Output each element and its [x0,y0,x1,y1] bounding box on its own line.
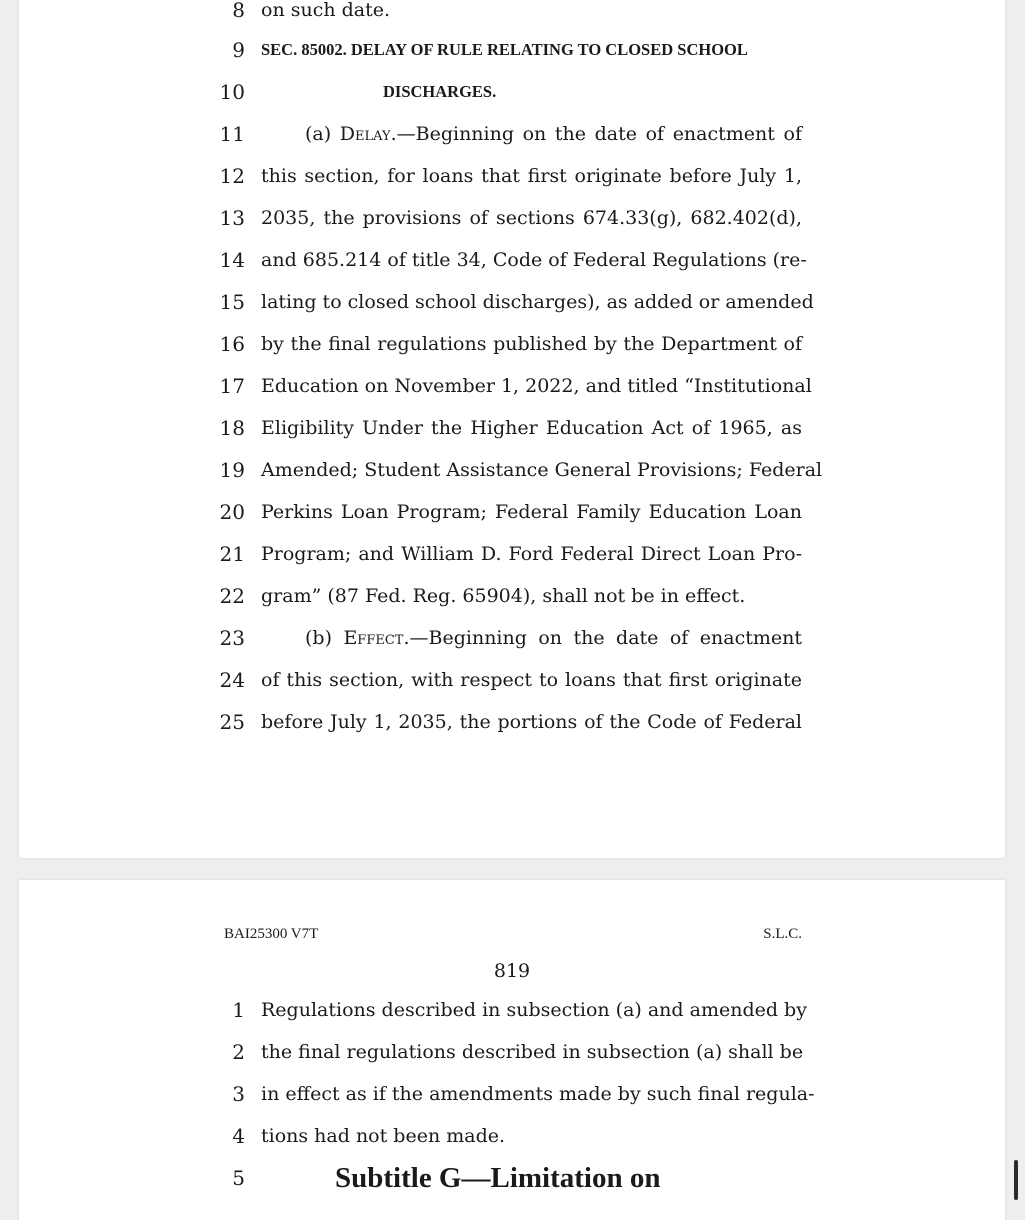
line-number: 24 [219,668,245,692]
line-number: 22 [219,584,245,608]
document-code: S.L.C. [763,926,802,942]
line-text: 2035, the provisions of sections 674.33(g), 682.402(d), [261,207,802,229]
subsection-heading: Delay [339,123,391,145]
line-number: 2 [232,1040,245,1064]
line-text: Amended; Student Assistance General Provisions; Federal [261,459,823,481]
line-text: Perkins Loan Program; Federal Family Education Loan [261,501,802,523]
text-line [19,240,1005,280]
line-number: 11 [219,122,245,146]
text-line [19,156,1005,196]
line-text: tions had not been made. [261,1125,506,1147]
subsection-label: (b) [305,627,344,649]
text-line [19,408,1005,448]
line-number: 4 [232,1124,245,1148]
text-line [19,702,1005,742]
text-line [19,1032,1005,1072]
text-line [19,660,1005,700]
line-number: 9 [232,38,245,62]
line-number: 10 [219,80,245,104]
line-text: Education on November 1, 2022, and titled “Institutional [261,375,812,397]
line-number: 19 [219,458,245,482]
line-number: 13 [219,206,245,230]
text-line [19,366,1005,406]
line-number: 14 [219,248,245,272]
scrollbar-thumb[interactable] [1014,1160,1018,1200]
subsection-text: .—Beginning on the date of enactment [403,627,802,649]
line-text: of this section, with respect to loans that first originate [261,669,802,691]
text-line [19,282,1005,322]
document-page-819 [19,880,1005,1220]
section-heading-line [19,72,1005,112]
line-number: 12 [219,164,245,188]
text-line [19,1116,1005,1156]
text-line [19,324,1005,364]
section-heading: SEC. 85002. DELAY OF RULE RELATING TO CLOSED SCHOOL [261,40,748,59]
text-line [19,492,1005,532]
line-text: on such date. [261,0,391,21]
line-text [305,618,802,658]
line-number: 17 [219,374,245,398]
line-text: gram” (87 Fed. Reg. 65904), shall not be in effect. [261,585,746,607]
line-text: before July 1, 2035, the portions of the Code of Federal [261,711,802,733]
text-line [19,990,1005,1030]
line-text: the final regulations described in subsection (a) shall be [261,1041,804,1063]
text-line [19,1158,1005,1198]
line-number: 8 [232,0,245,22]
document-id: BAI25300 V7T [224,926,319,942]
line-number: 21 [219,542,245,566]
subsection-text: .—Beginning on the date of enactment of [390,123,802,145]
line-number: 20 [219,500,245,524]
line-text: lating to closed school discharges), as added or amended [261,291,814,313]
line-number: 5 [232,1166,245,1190]
line-text: in effect as if the amendments made by such final regula- [261,1083,815,1105]
line-number: 16 [219,332,245,356]
line-number: 1 [232,998,245,1022]
text-line [19,1074,1005,1114]
text-line [19,114,1005,154]
line-text: Program; and William D. Ford Federal Direct Loan Pro- [261,543,802,565]
line-number: 3 [232,1082,245,1106]
line-number: 15 [219,290,245,314]
subtitle-heading: Subtitle G—Limitation on [335,1162,661,1194]
section-heading-continued: DISCHARGES. [383,82,497,101]
text-line [19,534,1005,574]
text-line [19,618,1005,658]
text-line [19,576,1005,616]
line-text: Regulations described in subsection (a) and amended by [261,999,807,1021]
page-number: 819 [493,960,531,982]
subsection-heading: Effect [343,627,404,649]
text-line [19,198,1005,238]
line-text: and 685.214 of title 34, Code of Federal Regulations (re- [261,249,807,271]
line-text: Eligibility Under the Higher Education Act of 1965, as [261,417,802,439]
line-text [305,114,802,154]
line-number: 23 [219,626,245,650]
line-number: 25 [219,710,245,734]
line-number: 18 [219,416,245,440]
text-line [19,450,1005,490]
subsection-label: (a) [305,123,340,145]
line-text: by the final regulations published by the Department of [261,333,802,355]
line-text: this section, for loans that first originate before July 1, [261,165,802,187]
document-page-818 [19,0,1005,858]
section-heading-line [19,30,1005,70]
text-line [19,0,1005,30]
